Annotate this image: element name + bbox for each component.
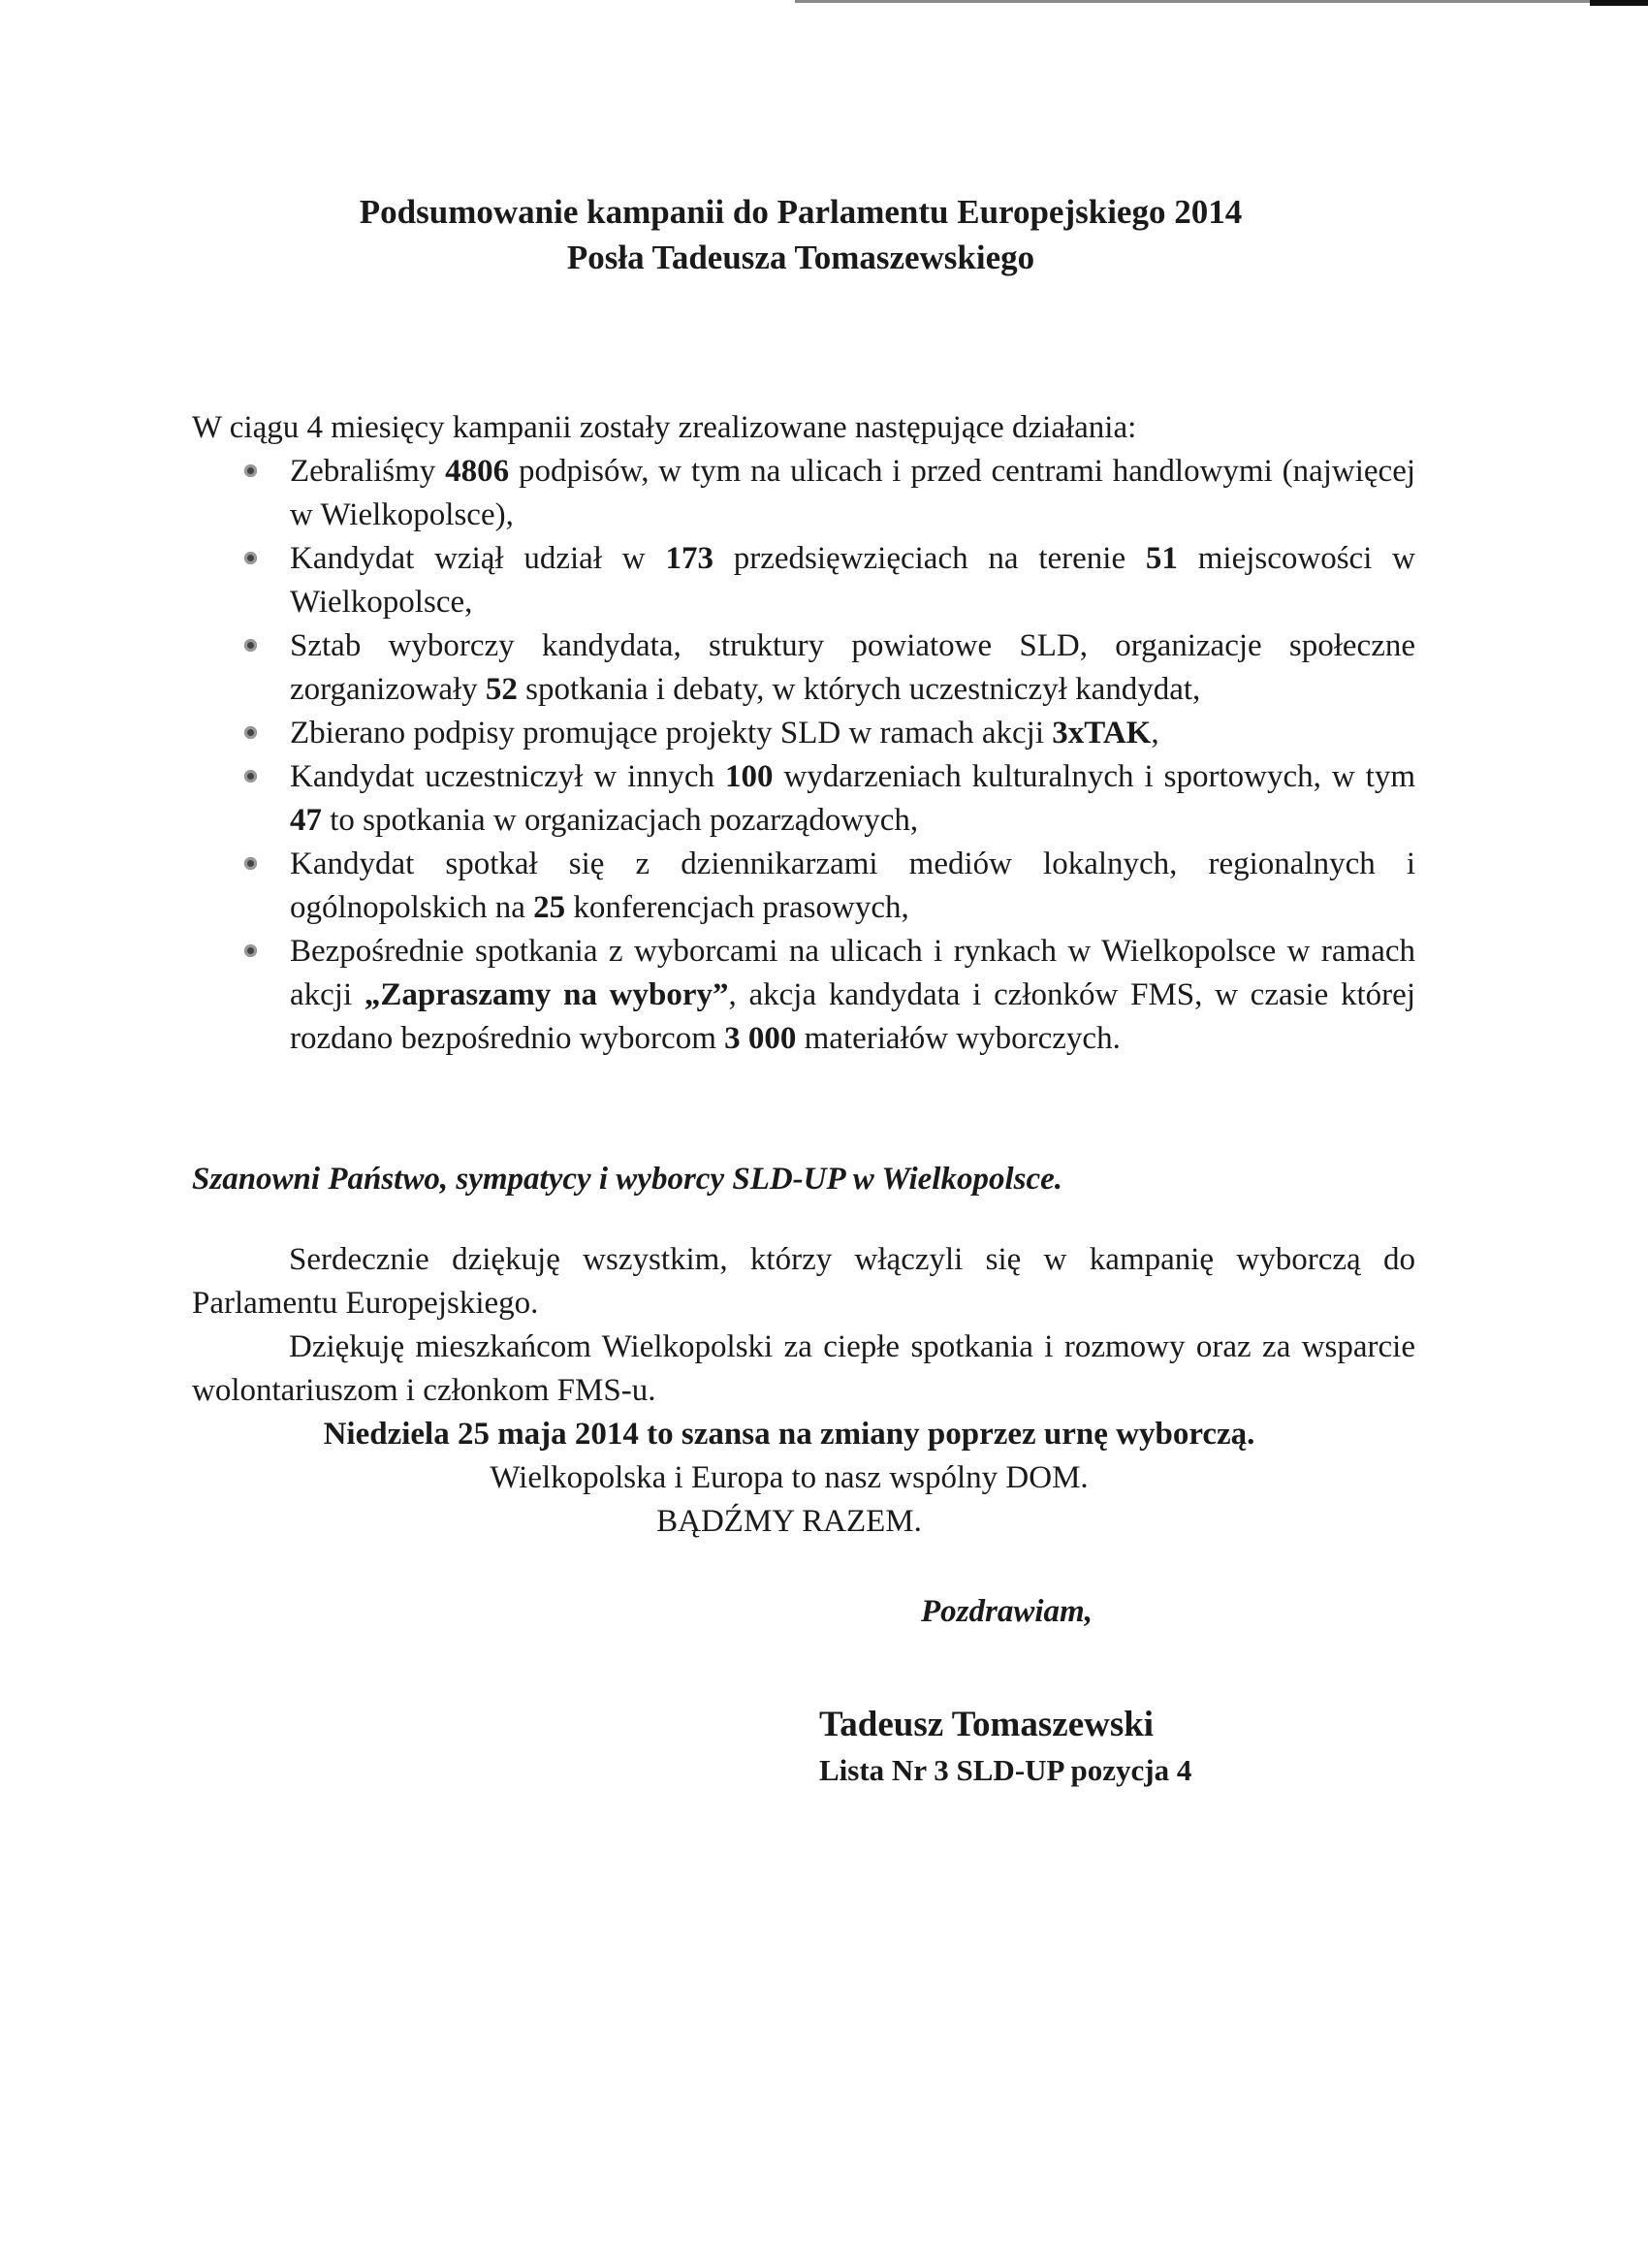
thanks-paragraph: Serdecznie dziękuję wszystkim, którzy włączyli się w kampanię wyborczą do Parlamentu Europejskiego. <box>192 1242 1415 1321</box>
bullet-icon <box>244 552 257 564</box>
action-text: Kandydat spotkał się z dziennikarzami mediów lokalnych, regionalnych i ogólnopolskich na <box>290 847 1415 925</box>
action-highlight: 3xTAK <box>1052 716 1152 751</box>
closing-phrase: Pozdrawiam, <box>921 1594 1093 1629</box>
scan-edge-corner <box>1590 0 1648 6</box>
bullet-icon <box>244 857 257 870</box>
action-highlight: 100 <box>724 759 774 794</box>
bullet-icon <box>244 464 257 477</box>
motto-line: Wielkopolska i Europa to nasz wspólny DOM. <box>490 1460 1089 1495</box>
document-title: Podsumowanie kampanii do Parlamentu Europejskiego 2014 <box>359 193 1243 231</box>
action-highlight: 4806 <box>445 454 510 489</box>
action-text: Kandydat wziął udział w <box>290 541 666 576</box>
signatory-list-position: Lista Nr 3 SLD-UP pozycja 4 <box>819 1753 1192 1787</box>
action-text: Sztab wyborczy kandydata, struktury powiatowe SLD, organizacje społeczne zorganizowały <box>290 628 1415 707</box>
action-text: Zebraliśmy <box>290 454 446 489</box>
action-text: , akcja kandydata i członków FMS, w czasie której rozdano bezpośrednio wyborcom <box>290 977 1415 1056</box>
action-text: miejscowości w Wielkopolsce, <box>290 541 1415 620</box>
action-highlight: 47 <box>290 803 322 838</box>
action-item <box>192 755 1415 843</box>
signatory-name: Tadeusz Tomaszewski <box>819 1705 1155 1744</box>
action-highlight: 173 <box>665 541 713 576</box>
action-text: Zbierano podpisy promujące projekty SLD w ramach akcji <box>290 716 1053 751</box>
action-highlight: „Zapraszamy na wybory” <box>364 977 729 1012</box>
action-item <box>192 930 1415 1061</box>
action-item <box>192 537 1415 624</box>
action-text: materiałów wyborczych. <box>796 1021 1121 1056</box>
action-item <box>192 450 1415 537</box>
action-text: Bezpośrednie spotkania z wyborcami na ulicach i rynkach w Wielkopolsce w ramach akcji <box>290 934 1415 1012</box>
action-text: podpisów, w tym na ulicach i przed centrami handlowymi (najwięcej w Wielkopolsce), <box>290 454 1416 532</box>
action-text: spotkania i debaty, w których uczestniczył kandydat, <box>517 672 1201 707</box>
bullet-icon <box>244 770 257 783</box>
letter-page <box>192 189 1415 1544</box>
bullet-icon <box>244 944 257 957</box>
intro-sentence: W ciągu 4 miesięcy kampanii zostały zrealizowane następujące działania: <box>192 410 1137 445</box>
scan-edge-line <box>795 0 1648 3</box>
action-text: konferencjach prasowych, <box>565 890 909 925</box>
action-text: , <box>1151 716 1159 751</box>
document-subtitle: Posła Tadeusza Tomaszewskiego <box>566 239 1035 276</box>
action-item <box>192 624 1415 712</box>
election-date-line: Niedziela 25 maja 2014 to szansa na zmiany poprzez urnę wyborczą. <box>323 1417 1255 1452</box>
action-highlight: 51 <box>1145 541 1178 576</box>
bullet-icon <box>244 726 257 739</box>
thanks-residents-paragraph: Dziękuję mieszkańcom Wielkopolski za ciepłe spotkania i rozmowy oraz za wsparcie wolontariuszom i członkom FMS-u. <box>192 1329 1415 1408</box>
action-item <box>192 843 1415 930</box>
slogan-line: BĄDŹMY RAZEM. <box>656 1504 922 1539</box>
actions-list <box>192 450 1415 1061</box>
action-highlight: 3 000 <box>724 1021 797 1056</box>
action-text: to spotkania w organizacjach pozarządowych, <box>322 803 919 838</box>
action-highlight: 52 <box>485 672 518 707</box>
action-item <box>192 712 1415 755</box>
signature-block <box>819 1590 1401 1791</box>
action-text: przedsięwzięciach na terenie <box>713 541 1146 576</box>
greeting-line: Szanowni Państwo, sympatycy i wyborcy SLD-UP w Wielkopolsce. <box>192 1162 1063 1197</box>
bullet-icon <box>244 639 257 652</box>
action-text: Kandydat uczestniczył w innych <box>290 759 725 794</box>
action-highlight: 25 <box>533 890 566 925</box>
action-text: wydarzeniach kulturalnych i sportowych, w tym <box>773 759 1415 794</box>
